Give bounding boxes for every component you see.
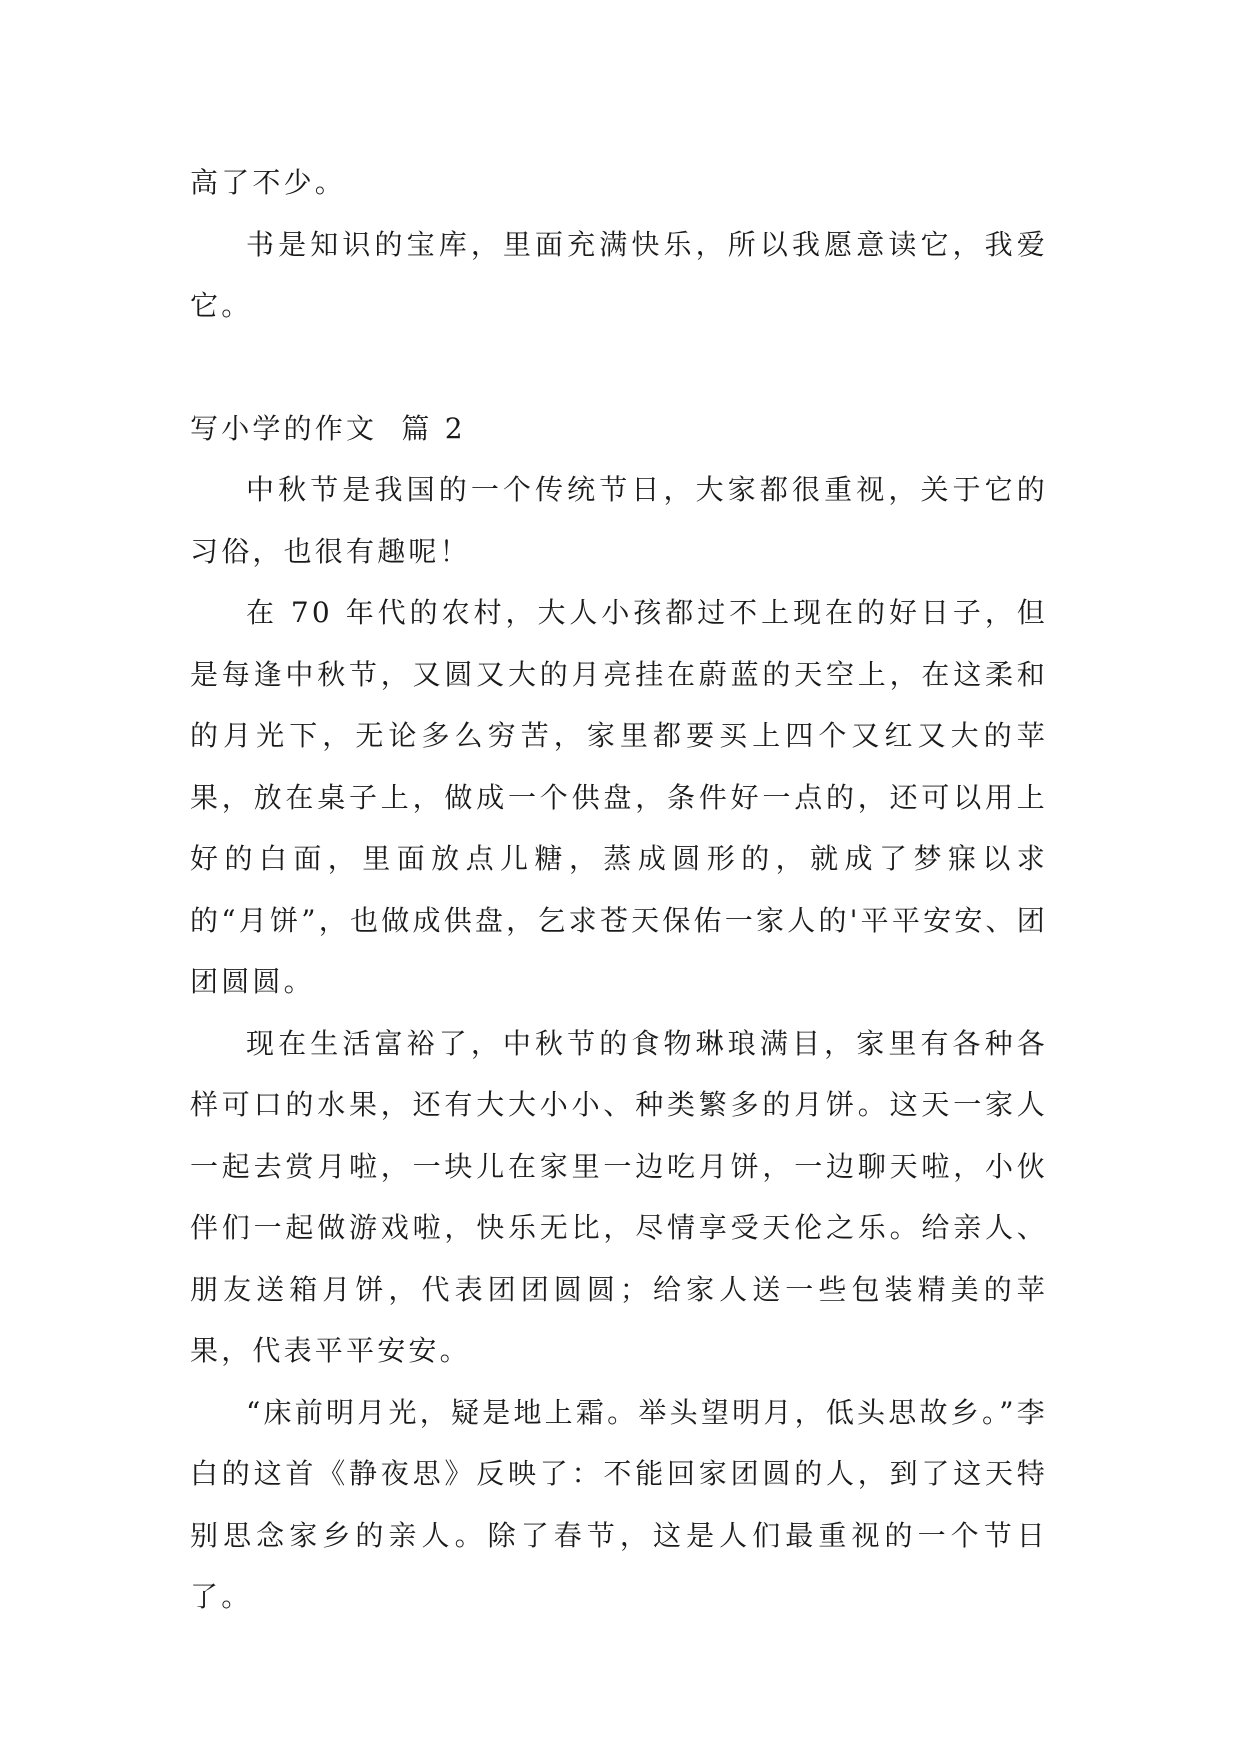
document-body (190, 152, 1048, 1628)
paragraph-poem: “床前明月光，疑是地上霜。举头望明月，低头思故乡。”李白的这首《静夜思》反映了：不能回家团圆的人，到了这天特别思念家乡的亲人。除了春节，这是人们最重视的一个节日了。 (190, 1395, 1048, 1613)
paragraph-continuation: 高了不少。 (190, 166, 347, 199)
paragraph-books-conclusion: 书是知识的宝库，里面充满快乐，所以我愿意读它，我爱它。 (190, 227, 1048, 322)
paragraph-intro: 中秋节是我国的一个传统节日，大家都很重视，关于它的习俗，也很有趣呢！ (190, 473, 1048, 568)
section-heading: 写小学的作文 篇 2 (190, 411, 466, 445)
section-spacer (190, 337, 1048, 398)
paragraph-present: 现在生活富裕了，中秋节的食物琳琅满目，家里有各种各样可口的水果，还有大大小小、种类繁多的月饼。这天一家人一起去赏月啦，一块儿在家里一边吃月饼，一边聊天啦，小伙伴们一起做游戏啦，快乐无比，尽情享受天伦之乐。给亲人、朋友送箱月饼，代表团团圆圆；给家人送一些包装精美的苹果，代表平平安安。 (190, 1026, 1048, 1367)
paragraph-past: 在 70 年代的农村，大人小孩都过不上现在的好日子，但是每逢中秋节，又圆又大的月亮挂在蔚蓝的天空上，在这柔和的月光下，无论多么穷苦，家里都要买上四个又红又大的苹果，放在桌子上，做成一个供盘，条件好一点的，还可以用上好的白面，里面放点儿糖，蒸成圆形的，就成了梦寐以求的“月饼”，也做成供盘，乞求苍天保佑一家人的'平平安安、团团圆圆。 (190, 596, 1048, 998)
